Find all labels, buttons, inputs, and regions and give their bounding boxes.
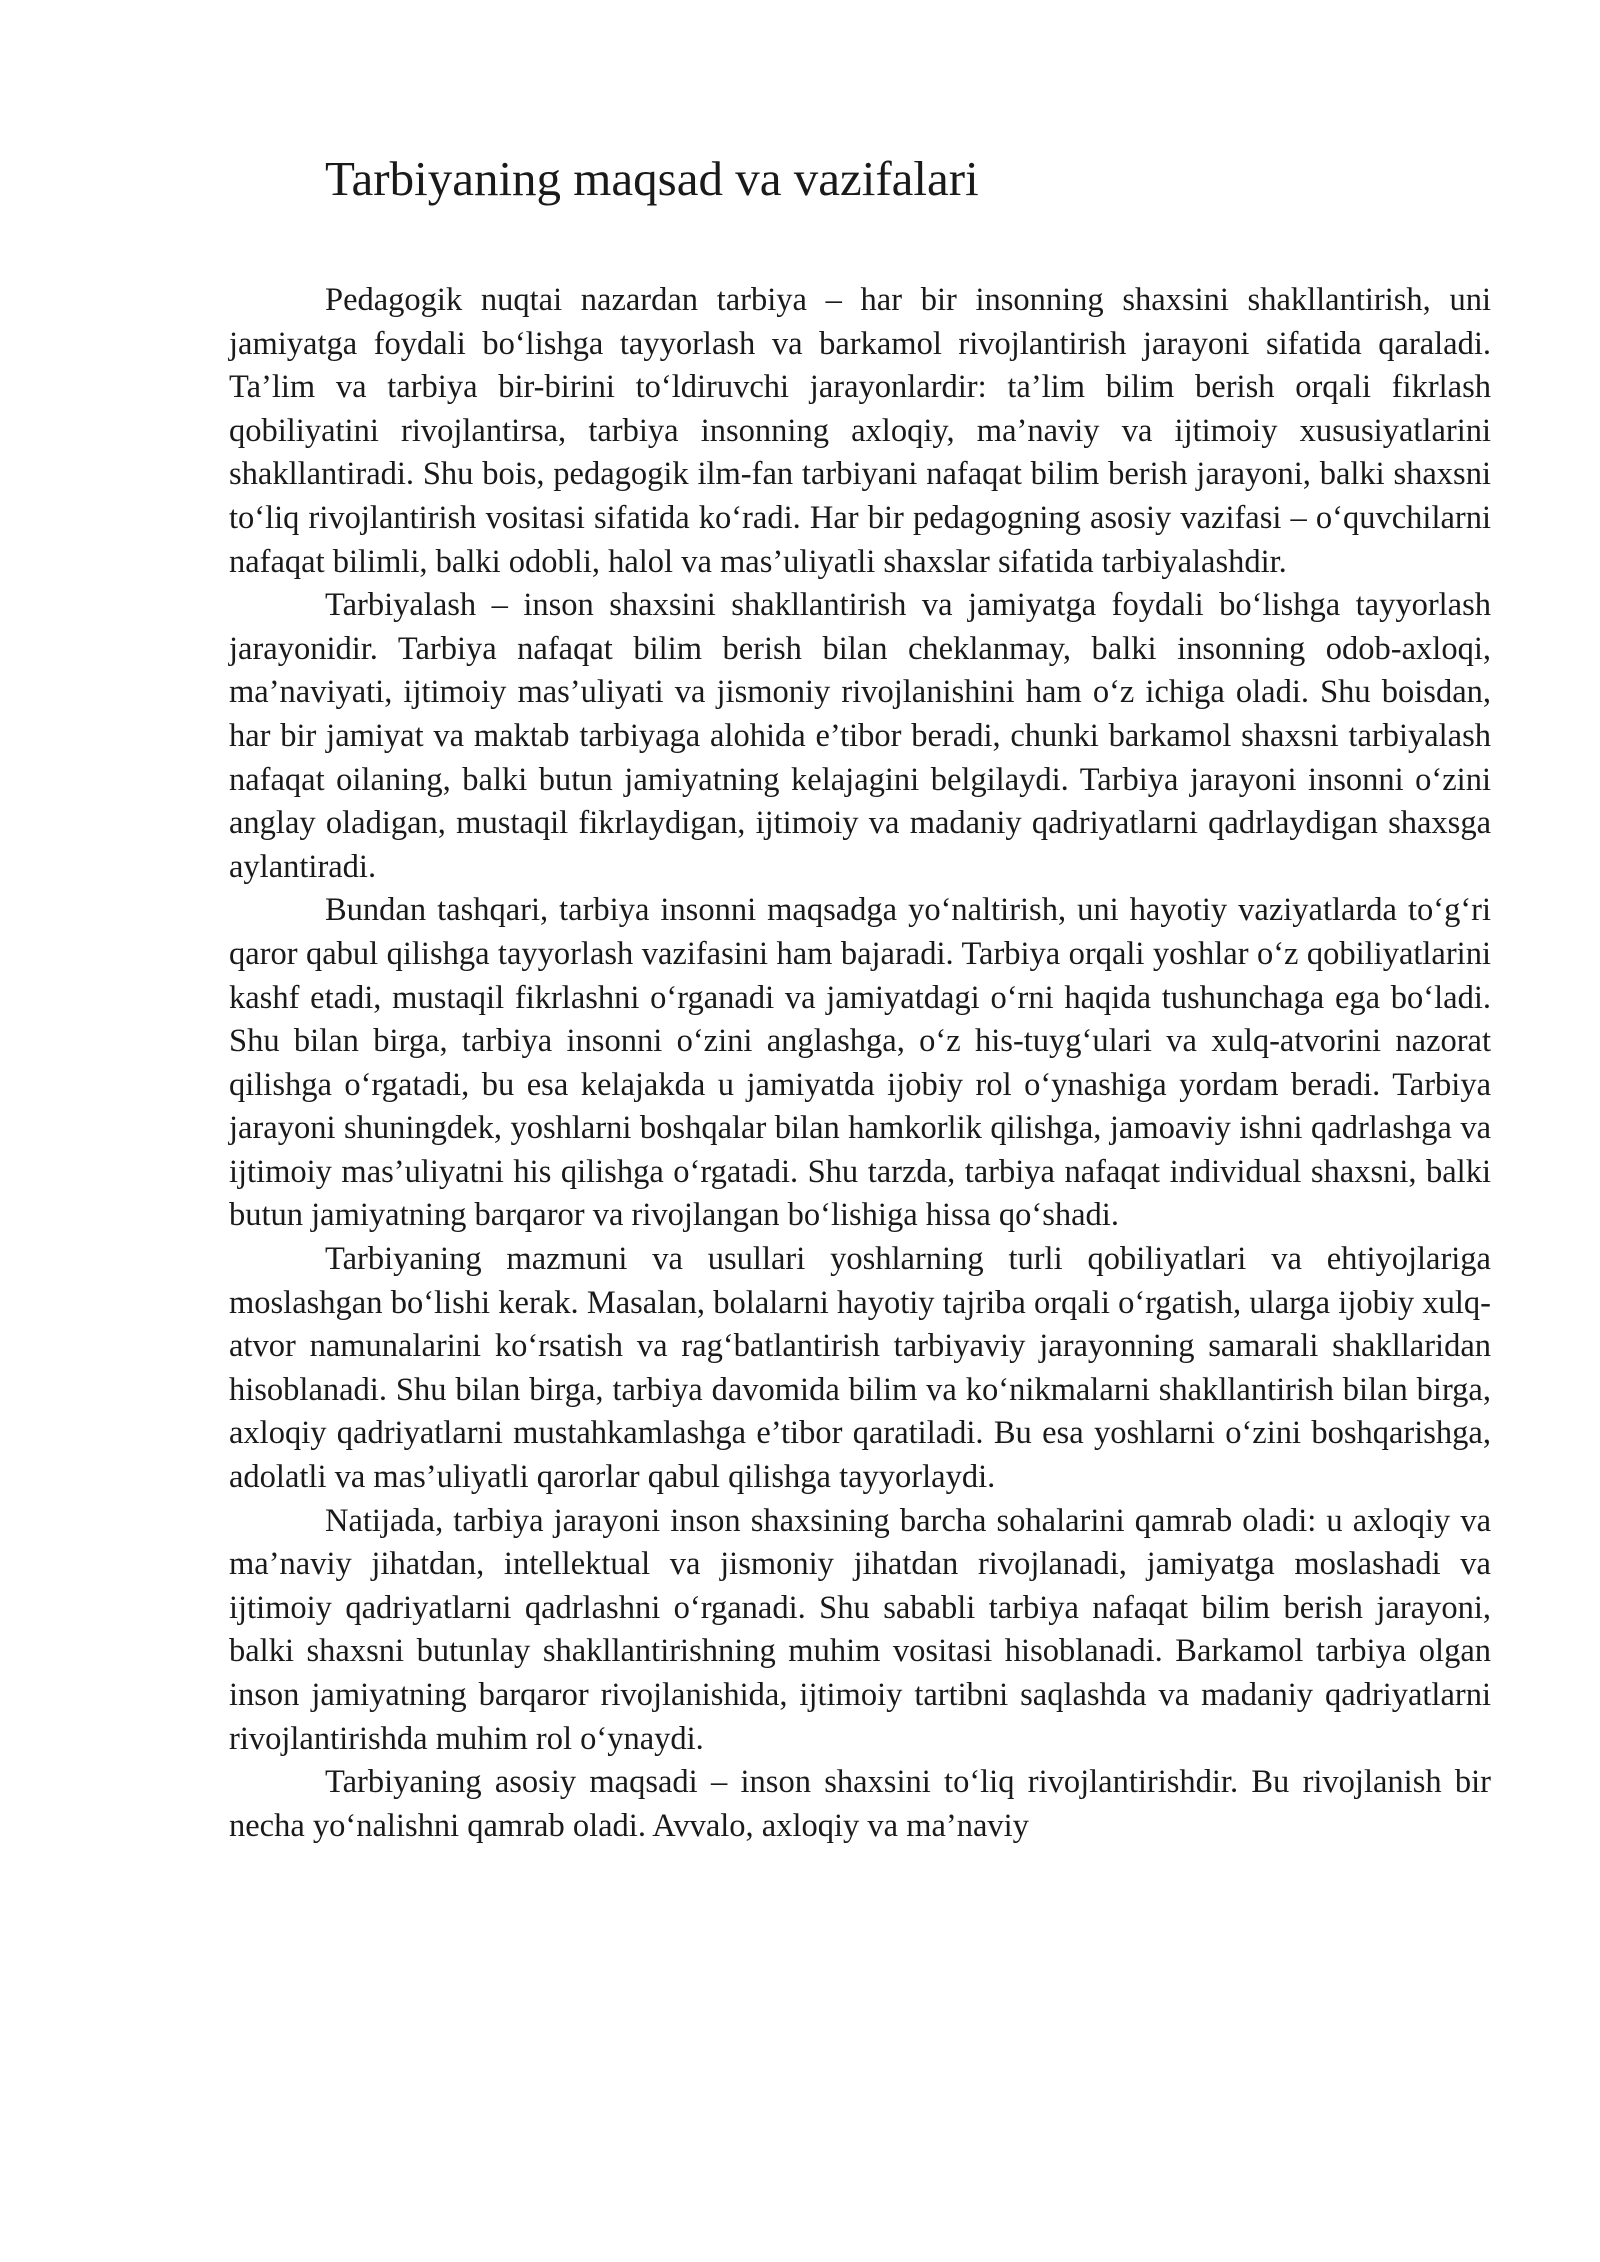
document-body <box>229 279 1491 1848</box>
paragraph: Bundan tashqari, tarbiya insonni maqsadga yo‘naltirish, uni hayotiy vaziyatlarda to‘g‘ri qaror qabul qilishga tayyorlash vazifasini ham bajaradi. Tarbiya orqali yoshlar o‘z qobiliyatlarini kashf etadi, mustaqil fikrlashni o‘rganadi va jamiyatdagi o‘rni haqida tushunchaga ega bo‘ladi. Shu bilan birga, tarbiya insonni o‘zini anglashga, o‘z his-tuyg‘ulari va xulq-atvorini nazorat qilishga o‘rgatadi, bu esa kelajakda u jamiyatda ijobiy rol o‘ynashiga yordam beradi. Tarbiya jarayoni shuningdek, yoshlarni boshqalar bilan hamkorlik qilishga, jamoaviy ishni qadrlashga va ijtimoiy mas’uliyatni his qilishga o‘rgatadi. Shu tarzda, tarbiya nafaqat individual shaxsni, balki butun jamiyatning barqaror va rivojlangan bo‘lishiga hissa qo‘shadi. <box>229 892 1491 1234</box>
paragraph: Natijada, tarbiya jarayoni inson shaxsining barcha sohalarini qamrab oladi: u axloqiy va ma’naviy jihatdan, intellektual va jismoniy jihatdan rivojlanadi, jamiyatga moslashadi va ijtimoiy qadriyatlarni qadrlashni o‘rganadi. Shu sababli tarbiya nafaqat bilim berish jarayoni, balki shaxsni butunlay shakllantirishning muhim vositasi hisoblanadi. Barkamol tarbiya olgan inson jamiyatning barqaror rivojlanishida, ijtimoiy tartibni saqlashda va madaniy qadriyatlarni rivojlantirishda muhim rol o‘ynaydi. <box>229 1502 1491 1757</box>
paragraph: Pedagogik nuqtai nazardan tarbiya – har bir insonning shaxsini shakllantirish, uni jamiyatga foydali bo‘lishga tayyorlash va barkamol rivojlantirish jarayoni sifatida qaraladi. Ta’lim va tarbiya bir-birini to‘ldiruvchi jarayonlardir: ta’lim bilim berish orqali fikrlash qobiliyatini rivojlantirsa, tarbiya insonning axloqiy, ma’naviy va ijtimoiy xususiyatlarini shakllantiradi. Shu bois, pedagogik ilm-fan tarbiyani nafaqat bilim berish jarayoni, balki shaxsni to‘liq rivojlantirish vositasi sifatida ko‘radi. Har bir pedagogning asosiy vazifasi – o‘quvchilarni nafaqat bilimli, balki odobli, halol va mas’uliyatli shaxslar sifatida tarbiyalashdir. <box>229 282 1491 580</box>
paragraph: Tarbiyaning asosiy maqsadi – inson shaxsini to‘liq rivojlantirishdir. Bu rivojlanish bir necha yo‘nalishni qamrab oladi. Avvalo, axloqiy va ma’naviy <box>229 1764 1491 1844</box>
paragraph: Tarbiyaning mazmuni va usullari yoshlarning turli qobiliyatlari va ehtiyojlariga moslashgan bo‘lishi kerak. Masalan, bolalarni hayotiy tajriba orqali o‘rgatish, ularga ijobiy xulq-atvor namunalarini ko‘rsatish va rag‘batlantirish tarbiyaviy jarayonning samarali shakllaridan hisoblanadi. Shu bilan birga, tarbiya davomida bilim va ko‘nikmalarni shakllantirish bilan birga, axloqiy qadriyatlarni mustahkamlashga e’tibor qaratiladi. Bu esa yoshlarni o‘zini boshqarishga, adolatli va mas’uliyatli qarorlar qabul qilishga tayyorlaydi. <box>229 1241 1491 1496</box>
paragraph: Tarbiyalash – inson shaxsini shakllantirish va jamiyatga foydali bo‘lishga tayyorlash jarayonidir. Tarbiya nafaqat bilim berish bilan cheklanmay, balki insonning odob-axloqi, ma’naviyati, ijtimoiy mas’uliyati va jismoniy rivojlanishini ham o‘z ichiga oladi. Shu boisdan, har bir jamiyat va maktab tarbiyaga alohida e’tibor beradi, chunki barkamol shaxsni tarbiyalash nafaqat oilaning, balki butun jamiyatning kelajagini belgilaydi. Tarbiya jarayoni insonni o‘zini anglay oladigan, mustaqil fikrlaydigan, ijtimoiy va madaniy qadriyatlarni qadrlaydigan shaxsga aylantiradi. <box>229 587 1491 885</box>
page-title: Tarbiyaning maqsad va vazifalari <box>325 151 979 206</box>
